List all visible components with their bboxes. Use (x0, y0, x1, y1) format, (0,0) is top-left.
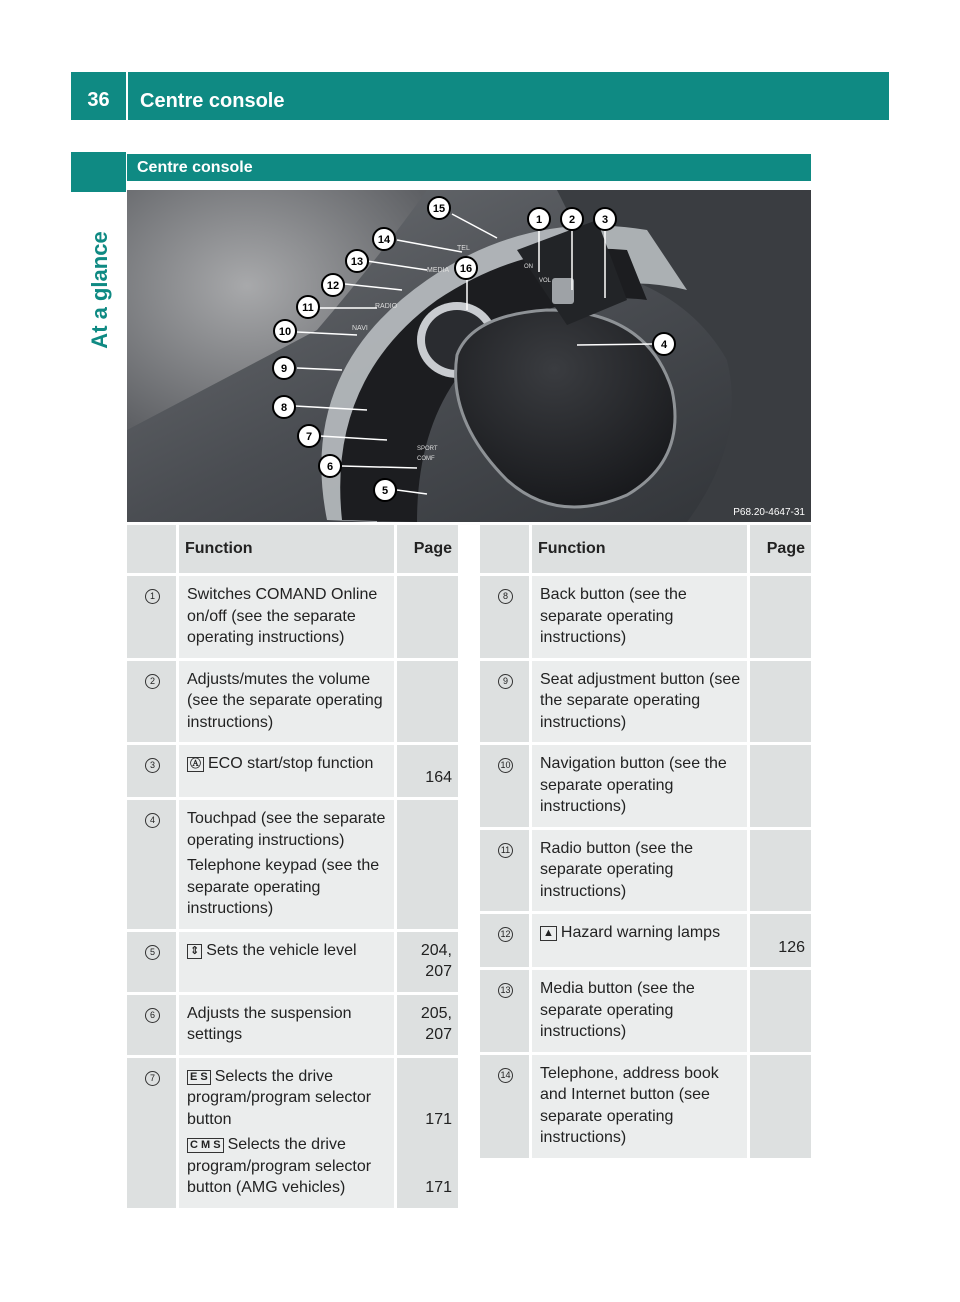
table-row (127, 992, 458, 1055)
svg-text:7: 7 (305, 431, 313, 443)
svg-text:13: 13 (350, 256, 364, 268)
table-row (480, 967, 811, 1052)
function-text: Telephone, address book and Internet button (see separate operating instructions) (540, 1064, 719, 1146)
function-text-2: Selects the drive program/program selector button (AMG vehicles) (187, 1136, 372, 1196)
page-ref: 171 (425, 1110, 452, 1128)
function-text: Media button (see the separate operating instructions) (540, 980, 695, 1040)
item-number: 13 (498, 983, 513, 998)
callout-5 (374, 479, 396, 501)
function-text: Adjusts the suspension settings (187, 1004, 352, 1043)
svg-text:2: 2 (568, 214, 576, 226)
callout-14 (373, 228, 395, 250)
label-on: ON (524, 264, 533, 270)
function-text-2: Telephone keypad (see the separate operating instructions) (187, 857, 380, 917)
centre-console-photo (127, 190, 811, 522)
svg-text:8: 8 (280, 402, 288, 414)
item-number: 10 (498, 758, 513, 773)
item-number: 8 (498, 589, 513, 604)
table-row (480, 742, 811, 827)
item-number: 1 (145, 589, 160, 604)
svg-text:15: 15 (432, 203, 446, 215)
svg-text:14: 14 (377, 234, 391, 246)
header-page: Page (750, 525, 811, 573)
item-number: 11 (498, 843, 513, 858)
callout-8 (273, 396, 295, 418)
table-row (127, 573, 458, 658)
amg-drive-program-icon: C M S (187, 1138, 224, 1153)
table-row (127, 797, 458, 929)
callout-3 (594, 208, 616, 230)
callout-9 (273, 357, 295, 379)
page-ref: 204, 207 (420, 941, 452, 980)
svg-text:11: 11 (302, 302, 314, 314)
function-text: ECO start/stop function (208, 755, 374, 772)
table-row (480, 573, 811, 658)
section-title: Centre console (127, 154, 811, 181)
svg-text:4: 4 (660, 339, 668, 351)
hazard-warning-icon: ▲ (540, 926, 557, 941)
function-text: Navigation button (see the separate operating instructions) (540, 755, 727, 815)
svg-text:10: 10 (278, 326, 292, 338)
header-num (480, 525, 532, 573)
eco-start-stop-icon: Ⓐ (187, 757, 204, 772)
header-title: Centre console (140, 90, 285, 112)
function-text: Back button (see the separate operating instructions) (540, 586, 687, 646)
label-comf: COMF (417, 456, 435, 462)
label-radio: RADIO (375, 303, 398, 310)
table-row (127, 1055, 458, 1208)
label-tel: TEL (457, 245, 470, 252)
page-ref: 205, 207 (420, 1004, 452, 1043)
page-number: 36 (87, 89, 110, 111)
svg-text:1: 1 (535, 214, 543, 226)
side-label-text: At a glance (87, 231, 112, 349)
label-sport: SPORT (417, 446, 438, 452)
item-number: 9 (498, 674, 513, 689)
function-text: Hazard warning lamps (560, 924, 721, 941)
table-row (480, 658, 811, 743)
table-row (480, 827, 811, 912)
callout-7 (298, 425, 320, 447)
item-number: 5 (145, 945, 160, 960)
header-function: Function (532, 525, 750, 573)
item-number: 2 (145, 674, 160, 689)
function-text: Switches COMAND Online on/off (see the separate operating instructions) (187, 586, 378, 646)
callout-6 (319, 455, 341, 477)
table-row (127, 929, 458, 992)
svg-text:16: 16 (459, 263, 473, 275)
function-text: Touchpad (see the separate operating instructions) (187, 810, 386, 849)
page-ref: 164 (425, 768, 452, 786)
function-text: Sets the vehicle level (206, 941, 357, 959)
callout-10 (274, 320, 296, 342)
function-text: Adjusts/mutes the volume (see the separate operating instructions) (187, 670, 383, 731)
callout-16 (455, 257, 477, 279)
page-ref: 126 (778, 938, 805, 956)
function-text: Radio button (see the separate operating instructions) (540, 839, 693, 900)
item-number: 4 (145, 813, 160, 828)
item-number: 3 (145, 758, 160, 773)
side-label (80, 200, 120, 380)
item-number: 7 (145, 1071, 160, 1086)
svg-text:12: 12 (326, 280, 340, 292)
svg-text:6: 6 (326, 461, 334, 473)
header-num (127, 525, 179, 573)
image-code: P68.20-4647-31 (733, 507, 805, 518)
drive-program-icon: E S (187, 1070, 211, 1085)
label-vol: VOL (539, 278, 552, 284)
callout-4 (653, 333, 675, 355)
function-table-right (480, 525, 811, 1158)
function-text: Seat adjustment button (see the separate operating instructions) (540, 670, 741, 731)
header-divider (126, 72, 128, 120)
label-navi: NAVI (352, 325, 368, 332)
svg-text:3: 3 (601, 214, 609, 226)
table-row (480, 1052, 811, 1158)
side-tab-marker (71, 152, 126, 192)
callout-1 (528, 208, 550, 230)
label-media: MEDIA (427, 267, 450, 274)
callout-13 (346, 250, 368, 272)
table-row (127, 742, 458, 797)
svg-text:9: 9 (280, 363, 288, 375)
page-ref-2: 171 (425, 1179, 452, 1196)
function-table-left (127, 525, 458, 1208)
header-page: Page (397, 525, 458, 573)
callout-12 (322, 274, 344, 296)
item-number: 14 (498, 1068, 513, 1083)
table-row (480, 911, 811, 967)
callout-11 (297, 296, 319, 318)
table-header-row (127, 525, 458, 573)
table-header-row (480, 525, 811, 573)
svg-text:5: 5 (381, 485, 389, 497)
table-row (127, 658, 458, 743)
callout-15 (428, 197, 450, 219)
item-number: 6 (145, 1008, 160, 1023)
item-number: 12 (498, 927, 513, 942)
callout-2 (561, 208, 583, 230)
header-function: Function (179, 525, 397, 573)
function-text: Selects the drive program/program selector button (187, 1067, 372, 1128)
vehicle-level-icon: ⇕ (187, 944, 202, 959)
